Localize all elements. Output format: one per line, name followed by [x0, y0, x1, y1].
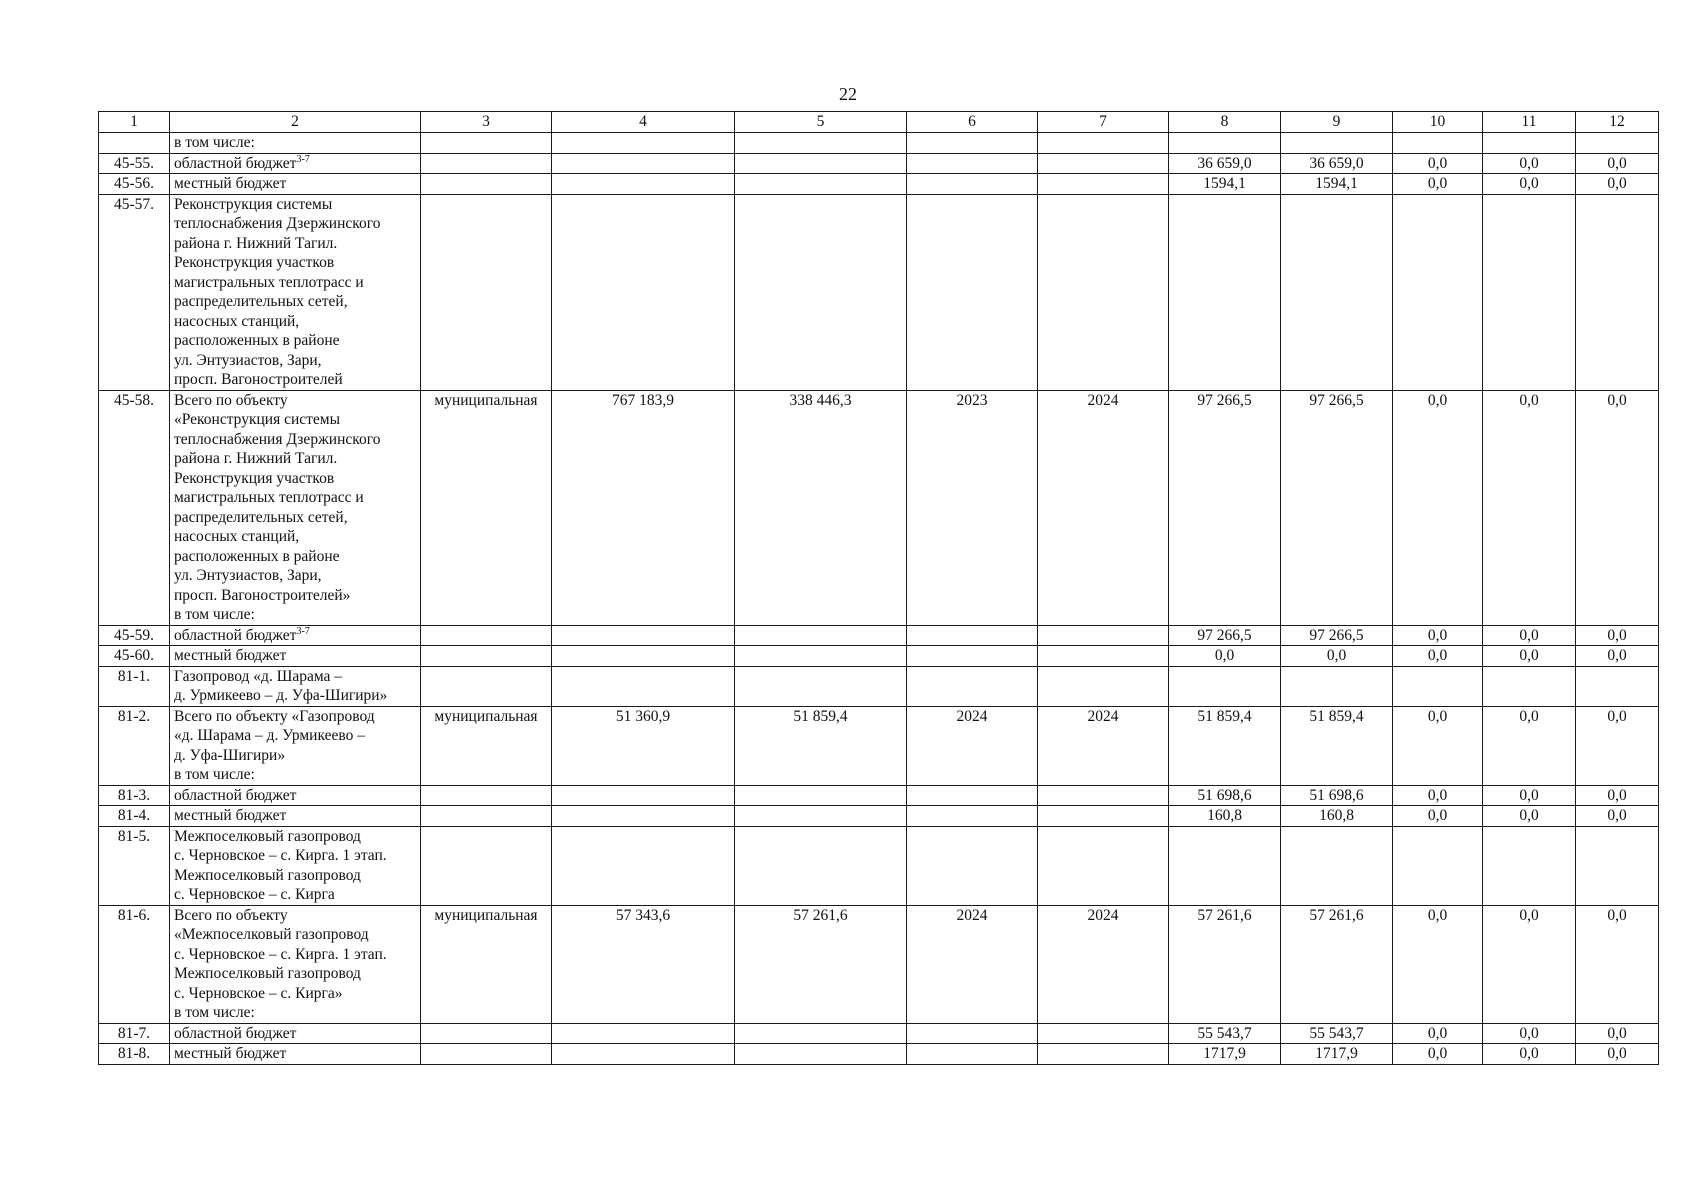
row-value-col-11	[1483, 194, 1576, 390]
row-value-col-6: 2024	[907, 706, 1038, 785]
row-number: 81-5.	[99, 826, 170, 905]
row-value-col-7: 2024	[1038, 706, 1169, 785]
row-number: 45-57.	[99, 194, 170, 390]
row-value-col-5	[735, 153, 907, 174]
row-value-col-10: 0,0	[1393, 153, 1483, 174]
row-value-col-12	[1576, 826, 1659, 905]
table-row	[99, 1023, 1659, 1044]
row-value-col-9: 1594,1	[1281, 174, 1393, 195]
row-value-col-12: 0,0	[1576, 905, 1659, 1023]
row-description	[170, 194, 421, 390]
row-value-col-11: 0,0	[1483, 785, 1576, 806]
row-description	[170, 905, 421, 1023]
row-value-col-4: 57 343,6	[552, 905, 735, 1023]
row-value-col-12: 0,0	[1576, 153, 1659, 174]
row-value-col-4	[552, 806, 735, 827]
page-number: 22	[839, 84, 857, 104]
table-row	[99, 133, 1659, 154]
row-value-col-4	[552, 174, 735, 195]
table-row	[99, 646, 1659, 667]
row-ownership-type	[421, 133, 552, 154]
row-value-col-5	[735, 194, 907, 390]
row-value-col-10	[1393, 826, 1483, 905]
row-value-col-6	[907, 625, 1038, 646]
row-number: 81-6.	[99, 905, 170, 1023]
row-number: 81-3.	[99, 785, 170, 806]
table-row	[99, 666, 1659, 706]
row-value-col-10: 0,0	[1393, 806, 1483, 827]
col-header-5: 5	[735, 112, 907, 133]
row-description	[170, 1023, 421, 1044]
table-row	[99, 390, 1659, 625]
row-value-col-10: 0,0	[1393, 785, 1483, 806]
row-number: 81-4.	[99, 806, 170, 827]
row-value-col-12: 0,0	[1576, 806, 1659, 827]
row-value-col-7: 2024	[1038, 905, 1169, 1023]
row-value-col-6	[907, 1044, 1038, 1065]
row-value-col-9: 36 659,0	[1281, 153, 1393, 174]
row-description	[170, 646, 421, 667]
row-value-col-5	[735, 806, 907, 827]
row-value-col-9: 160,8	[1281, 806, 1393, 827]
row-description-text: областной бюджет	[174, 786, 297, 804]
row-value-col-8: 160,8	[1169, 806, 1281, 827]
row-value-col-6	[907, 785, 1038, 806]
row-value-col-12: 0,0	[1576, 1044, 1659, 1065]
row-number: 45-59.	[99, 625, 170, 646]
row-ownership-type	[421, 174, 552, 195]
row-value-col-7	[1038, 194, 1169, 390]
row-value-col-11: 0,0	[1483, 625, 1576, 646]
row-description	[170, 826, 421, 905]
row-description-text: областной бюджет	[174, 1024, 297, 1042]
row-value-col-5: 338 446,3	[735, 390, 907, 625]
col-header-9: 9	[1281, 112, 1393, 133]
row-number: 45-55.	[99, 153, 170, 174]
row-value-col-9: 97 266,5	[1281, 390, 1393, 625]
row-description-text: Всего по объекту «Межпоселковый газопровод с. Черновское – с. Кирга. 1 этап. Межпоселковый газопровод с. Черновское – с. Кирга» в том числе:	[174, 906, 387, 1021]
row-value-col-9: 0,0	[1281, 646, 1393, 667]
row-value-col-9: 97 266,5	[1281, 625, 1393, 646]
row-ownership-type	[421, 666, 552, 706]
row-description-text: Межпоселковый газопровод с. Черновское – с. Кирга. 1 этап. Межпоселковый газопровод с. Черновское – с. Кирга	[174, 827, 387, 903]
row-value-col-8: 97 266,5	[1169, 390, 1281, 625]
row-value-col-5	[735, 1044, 907, 1065]
row-value-col-7	[1038, 806, 1169, 827]
col-header-2: 2	[170, 112, 421, 133]
row-value-col-11: 0,0	[1483, 806, 1576, 827]
row-description-text: областной бюджет	[174, 626, 297, 644]
row-description-text: Газопровод «д. Шарама – д. Урмикеево – д. Уфа-Шигири»	[174, 667, 388, 704]
row-value-col-6	[907, 646, 1038, 667]
row-value-col-6	[907, 174, 1038, 195]
row-value-col-12: 0,0	[1576, 1023, 1659, 1044]
row-ownership-type	[421, 194, 552, 390]
row-description-text: местный бюджет	[174, 1045, 287, 1062]
footnote-reference: 3-7	[296, 153, 310, 165]
row-value-col-8	[1169, 666, 1281, 706]
row-value-col-5	[735, 625, 907, 646]
row-value-col-5	[735, 785, 907, 806]
row-value-col-10: 0,0	[1393, 1044, 1483, 1065]
table-row	[99, 153, 1659, 174]
row-description-text: местный бюджет	[174, 175, 287, 192]
row-description	[170, 666, 421, 706]
table-row	[99, 174, 1659, 195]
row-value-col-8	[1169, 133, 1281, 154]
row-description	[170, 390, 421, 625]
row-number: 45-58.	[99, 390, 170, 625]
row-value-col-5: 57 261,6	[735, 905, 907, 1023]
row-description-text: местный бюджет	[174, 647, 287, 664]
row-value-col-10: 0,0	[1393, 646, 1483, 667]
row-value-col-4	[552, 194, 735, 390]
row-value-col-9	[1281, 194, 1393, 390]
row-value-col-4	[552, 1044, 735, 1065]
row-value-col-8: 51 859,4	[1169, 706, 1281, 785]
row-value-col-4	[552, 785, 735, 806]
row-value-col-9	[1281, 826, 1393, 905]
row-value-col-7	[1038, 785, 1169, 806]
row-description	[170, 174, 421, 195]
col-header-7: 7	[1038, 112, 1169, 133]
row-value-col-4	[552, 625, 735, 646]
budget-table	[98, 111, 1659, 1065]
row-ownership-type	[421, 1023, 552, 1044]
row-value-col-9: 55 543,7	[1281, 1023, 1393, 1044]
table-row	[99, 905, 1659, 1023]
row-ownership-type: муниципальная	[421, 706, 552, 785]
row-value-col-10: 0,0	[1393, 1023, 1483, 1044]
row-value-col-9	[1281, 666, 1393, 706]
row-number: 45-56.	[99, 174, 170, 195]
row-value-col-4	[552, 826, 735, 905]
row-value-col-10: 0,0	[1393, 625, 1483, 646]
col-header-11: 11	[1483, 112, 1576, 133]
header-row	[99, 112, 1659, 133]
row-value-col-5: 51 859,4	[735, 706, 907, 785]
row-number: 81-8.	[99, 1044, 170, 1065]
row-value-col-9: 57 261,6	[1281, 905, 1393, 1023]
row-ownership-type	[421, 646, 552, 667]
row-value-col-11: 0,0	[1483, 646, 1576, 667]
row-value-col-7	[1038, 133, 1169, 154]
col-header-6: 6	[907, 112, 1038, 133]
row-value-col-4: 51 360,9	[552, 706, 735, 785]
col-header-12: 12	[1576, 112, 1659, 133]
row-value-col-11	[1483, 826, 1576, 905]
row-value-col-6: 2023	[907, 390, 1038, 625]
row-value-col-11: 0,0	[1483, 706, 1576, 785]
row-value-col-8: 36 659,0	[1169, 153, 1281, 174]
row-value-col-5	[735, 174, 907, 195]
row-value-col-4	[552, 1023, 735, 1044]
row-value-col-7	[1038, 174, 1169, 195]
row-description	[170, 133, 421, 154]
row-value-col-6	[907, 133, 1038, 154]
row-value-col-7: 2024	[1038, 390, 1169, 625]
row-value-col-6: 2024	[907, 905, 1038, 1023]
table-row	[99, 625, 1659, 646]
row-value-col-9: 1717,9	[1281, 1044, 1393, 1065]
row-value-col-11	[1483, 133, 1576, 154]
row-value-col-11: 0,0	[1483, 174, 1576, 195]
row-number: 81-1.	[99, 666, 170, 706]
row-value-col-7	[1038, 153, 1169, 174]
row-number	[99, 133, 170, 154]
row-value-col-5	[735, 133, 907, 154]
row-value-col-9	[1281, 133, 1393, 154]
row-value-col-10	[1393, 194, 1483, 390]
row-value-col-12	[1576, 666, 1659, 706]
row-value-col-11	[1483, 666, 1576, 706]
row-value-col-8: 1717,9	[1169, 1044, 1281, 1065]
row-value-col-6	[907, 153, 1038, 174]
row-value-col-9: 51 859,4	[1281, 706, 1393, 785]
row-value-col-10	[1393, 666, 1483, 706]
row-number: 45-60.	[99, 646, 170, 667]
row-ownership-type	[421, 826, 552, 905]
row-value-col-8: 0,0	[1169, 646, 1281, 667]
col-header-1: 1	[99, 112, 170, 133]
row-description	[170, 1044, 421, 1065]
row-number: 81-2.	[99, 706, 170, 785]
row-value-col-10: 0,0	[1393, 390, 1483, 625]
row-value-col-8: 1594,1	[1169, 174, 1281, 195]
row-value-col-7	[1038, 1023, 1169, 1044]
row-description-text: в том числе:	[174, 134, 255, 151]
row-value-col-4	[552, 666, 735, 706]
footnote-reference: 3-7	[296, 625, 310, 637]
row-value-col-12: 0,0	[1576, 625, 1659, 646]
row-value-col-12	[1576, 133, 1659, 154]
row-value-col-7	[1038, 826, 1169, 905]
row-value-col-8	[1169, 194, 1281, 390]
row-value-col-7	[1038, 625, 1169, 646]
table-row	[99, 806, 1659, 827]
row-ownership-type	[421, 785, 552, 806]
row-value-col-12: 0,0	[1576, 646, 1659, 667]
row-value-col-10	[1393, 133, 1483, 154]
col-header-4: 4	[552, 112, 735, 133]
col-header-8: 8	[1169, 112, 1281, 133]
row-value-col-6	[907, 1023, 1038, 1044]
row-value-col-4	[552, 153, 735, 174]
row-value-col-5	[735, 666, 907, 706]
row-value-col-10: 0,0	[1393, 174, 1483, 195]
row-value-col-5	[735, 826, 907, 905]
row-value-col-4	[552, 133, 735, 154]
row-value-col-4	[552, 646, 735, 667]
row-ownership-type: муниципальная	[421, 905, 552, 1023]
row-value-col-9: 51 698,6	[1281, 785, 1393, 806]
row-value-col-6	[907, 666, 1038, 706]
row-description-text: Всего по объекту «Реконструкция системы теплоснабжения Дзержинского района г. Нижний Тагил. Реконструкция участков магистральных теплотрасс и распределительных сетей, насосных станций, расположенных в районе ул. Энтузиастов, Зари, просп. Вагоностроителей» в том числе:	[174, 391, 381, 623]
col-header-10: 10	[1393, 112, 1483, 133]
row-value-col-12: 0,0	[1576, 174, 1659, 195]
row-description	[170, 806, 421, 827]
row-value-col-12: 0,0	[1576, 785, 1659, 806]
row-value-col-11: 0,0	[1483, 1044, 1576, 1065]
row-value-col-8: 57 261,6	[1169, 905, 1281, 1023]
row-value-col-8	[1169, 826, 1281, 905]
row-description-text: местный бюджет	[174, 807, 287, 824]
table-row	[99, 706, 1659, 785]
row-value-col-11: 0,0	[1483, 905, 1576, 1023]
row-ownership-type: муниципальная	[421, 390, 552, 625]
row-value-col-12	[1576, 194, 1659, 390]
row-value-col-5	[735, 1023, 907, 1044]
row-value-col-7	[1038, 646, 1169, 667]
row-value-col-10: 0,0	[1393, 905, 1483, 1023]
row-value-col-8: 51 698,6	[1169, 785, 1281, 806]
table-row	[99, 826, 1659, 905]
row-value-col-6	[907, 806, 1038, 827]
row-description	[170, 625, 421, 646]
row-description-text: областной бюджет	[174, 154, 297, 172]
table-row	[99, 1044, 1659, 1065]
row-value-col-7	[1038, 666, 1169, 706]
table-row	[99, 785, 1659, 806]
row-value-col-4: 767 183,9	[552, 390, 735, 625]
row-value-col-6	[907, 194, 1038, 390]
row-number: 81-7.	[99, 1023, 170, 1044]
row-ownership-type	[421, 806, 552, 827]
row-description	[170, 785, 421, 806]
row-value-col-8: 55 543,7	[1169, 1023, 1281, 1044]
row-value-col-6	[907, 826, 1038, 905]
row-value-col-12: 0,0	[1576, 706, 1659, 785]
row-ownership-type	[421, 153, 552, 174]
row-value-col-11: 0,0	[1483, 390, 1576, 625]
row-value-col-11: 0,0	[1483, 1023, 1576, 1044]
row-ownership-type	[421, 1044, 552, 1065]
row-description-text: Реконструкция системы теплоснабжения Дзержинского района г. Нижний Тагил. Реконструкция участков магистральных теплотрасс и распределительных сетей, насосных станций, расположенных в районе ул. Энтузиастов, Зари, просп. Вагоностроителей	[174, 195, 381, 388]
row-value-col-10: 0,0	[1393, 706, 1483, 785]
row-value-col-12: 0,0	[1576, 390, 1659, 625]
row-value-col-7	[1038, 1044, 1169, 1065]
row-value-col-5	[735, 646, 907, 667]
row-description-text: Всего по объекту «Газопровод «д. Шарама – д. Урмикеево – д. Уфа-Шигири» в том числе:	[174, 707, 375, 783]
row-ownership-type	[421, 625, 552, 646]
col-header-3: 3	[421, 112, 552, 133]
row-value-col-8: 97 266,5	[1169, 625, 1281, 646]
table-row	[99, 194, 1659, 390]
row-description	[170, 706, 421, 785]
row-description	[170, 153, 421, 174]
row-value-col-11: 0,0	[1483, 153, 1576, 174]
